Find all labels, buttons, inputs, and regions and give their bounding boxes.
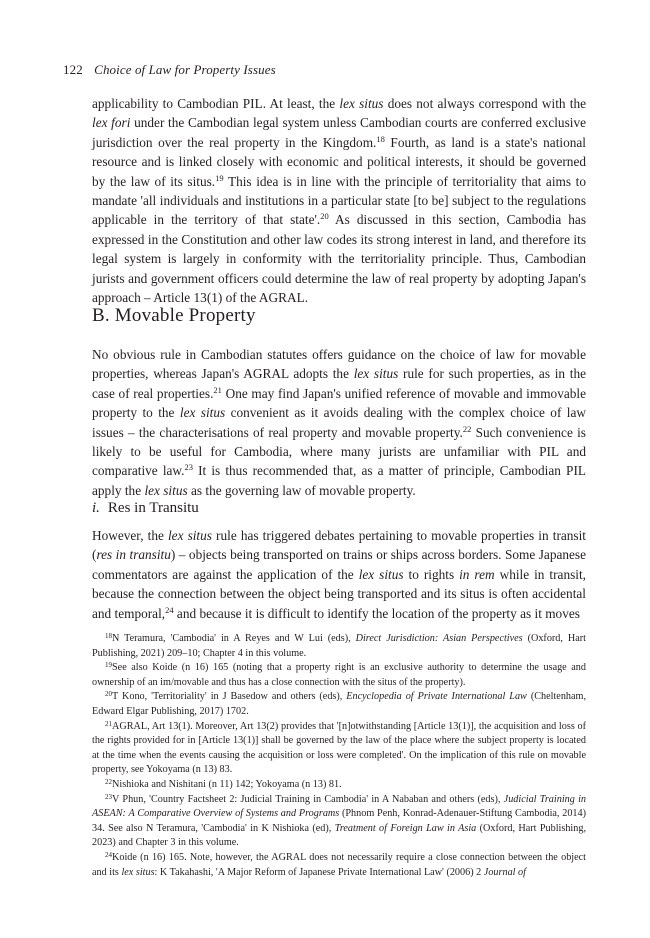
subsection-heading-res-in-transitu [92, 500, 199, 517]
page-number: 122 [63, 62, 83, 77]
footnote-24: $^{24}$Koide (n 16) 165. Note, however, the AGRAL does not necessarily require a close connection between the object and its lex situs: K Takahashi, 'A Major Reform of Japanese Private International Law' (2006) 2 Journal of [92, 850, 586, 878]
subsection-number: i. [92, 500, 100, 516]
footnote-20: $^{20}$T Kono, 'Territoriality' in J Basedow and others (eds), Encyclopedia of Private International Law (Cheltenham, Edward Elgar Publishing, 2017) 1702. [92, 690, 586, 717]
footnote-ref-22[interactable]: 22 [462, 423, 472, 434]
footnote-23: $^{23}$V Phun, 'Country Factsheet 2: Judicial Training in Cambodia' in A Nababan and others (eds), Judicial Training in ASEAN: A Comparative Overview of Systems and Programs (Phnom Penh, Konrad-Adenauer-Stiftung Cambodia, 2014) 34. See also N Teramura, 'Cambodia' in K Nishioka (ed), Treatment of Foreign Law in Asia (Oxford, Hart Publishing, 2023) and Chapter 3 in this volume. [92, 792, 587, 849]
footnote-ref-24[interactable]: 24 [165, 604, 174, 615]
footnote-21: $^{21}$AGRAL, Art 13(1). Moreover, Art 13(2) provides that '[n]otwithstanding [Article 13(1)], the acquisition and loss of the rights provided for in [Article 13(1)] shall be governed by the law of the place where the subject property is located at the time when the events causing the acquisition or loss were completed'. On the implication of this rule on movable property, see Yokoyama (n 13) 83. [92, 719, 586, 776]
paragraph-movable-property: No obvious rule in Cambodian statutes offers guidance on the choice of law for movable properties, whereas Japan's AGRAL adopts the lex situs rule for such properties, as in the case of real properties.$^{21}$ One may find Japan's unified reference of movable and immovable property to the lex situs convenient as it avoids dealing with the complex choice of law issues – the characterisations of real property and movable property.$^{22}$ Such convenience is likely to be useful for Cambodia, where many jurists are unfamiliar with PIL and comparative law.$^{23}$ It is thus recommended that, as a matter of principle, Cambodian PIL apply the lex situs as the governing law of movable property. [92, 347, 586, 498]
footnote-ref-21[interactable]: 21 [213, 384, 222, 395]
footnote-ref-18[interactable]: 18 [376, 133, 385, 144]
footnote-22: $^{22}$Nishioka and Nishitani (n 11) 142; Yokoyama (n 13) 81. [105, 777, 342, 790]
paragraph-res-in-transitu: However, the lex situs rule has triggered debates pertaining to movable properties in transit (res in transitu) – objects being transported on trains or ships across borders. Some Japanese commentators are against the application of the lex situs to rights in rem while in transit, because the connection between the object being transported and its situs is often accidental and temporal,$^{24}$ and because it is difficult to identify the location of the property as it moves [92, 528, 586, 621]
footnote-19: $^{19}$See also Koide (n 16) 165 (noting that a property right is an exclusive authority to determine the usage and ownership of an im/movable and thus has a close connection with the situs of the property). [92, 661, 586, 688]
footnote-ref-23[interactable]: 23 [184, 462, 193, 473]
running-title: Choice of Law for Property Issues [94, 62, 276, 77]
footnotes [92, 632, 586, 880]
paragraph-real-property-conclusion: applicability to Cambodian PIL. At least, the lex situs does not always correspond with the lex fori under the Cambodian legal system unless Cambodian courts are conferred exclusive jurisdiction over the real property in the Kingdom.$^{18}$ Fourth, as land is a state's national resource and is linked closely with economic and political interests, it should be governed by the law of its situs.$^{19}$ This idea is in line with the principle of territoriality that aims to mandate 'all individuals and institutions in a particular state [to be] subject to the regulations applicable in the territory of that state'.$^{20}$ As discussed in this section, Cambodia has expressed in the Constitution and other law codes its strong interest in land, and therefore its legal system is largely in conformity with the territoriality principle. Thus, Cambodian jurists and government officers could determine the law of real property by adopting Japan's approach – Article 13(1) of the AGRAL. [92, 96, 587, 306]
running-header [63, 62, 276, 78]
footnote-ref-19[interactable]: 19 [215, 172, 224, 183]
footnote-18: $^{18}$N Teramura, 'Cambodia' in A Reyes and W Lui (eds), Direct Jurisdiction: Asian Perspectives (Oxford, Hart Publishing, 2021) 209–10; Chapter 4 in this volume. [92, 632, 586, 659]
subsection-title: Res in Transitu [107, 500, 199, 516]
footnote-ref-20[interactable]: 20 [320, 211, 329, 222]
section-heading-movable-property: B. Movable Property [92, 305, 256, 326]
